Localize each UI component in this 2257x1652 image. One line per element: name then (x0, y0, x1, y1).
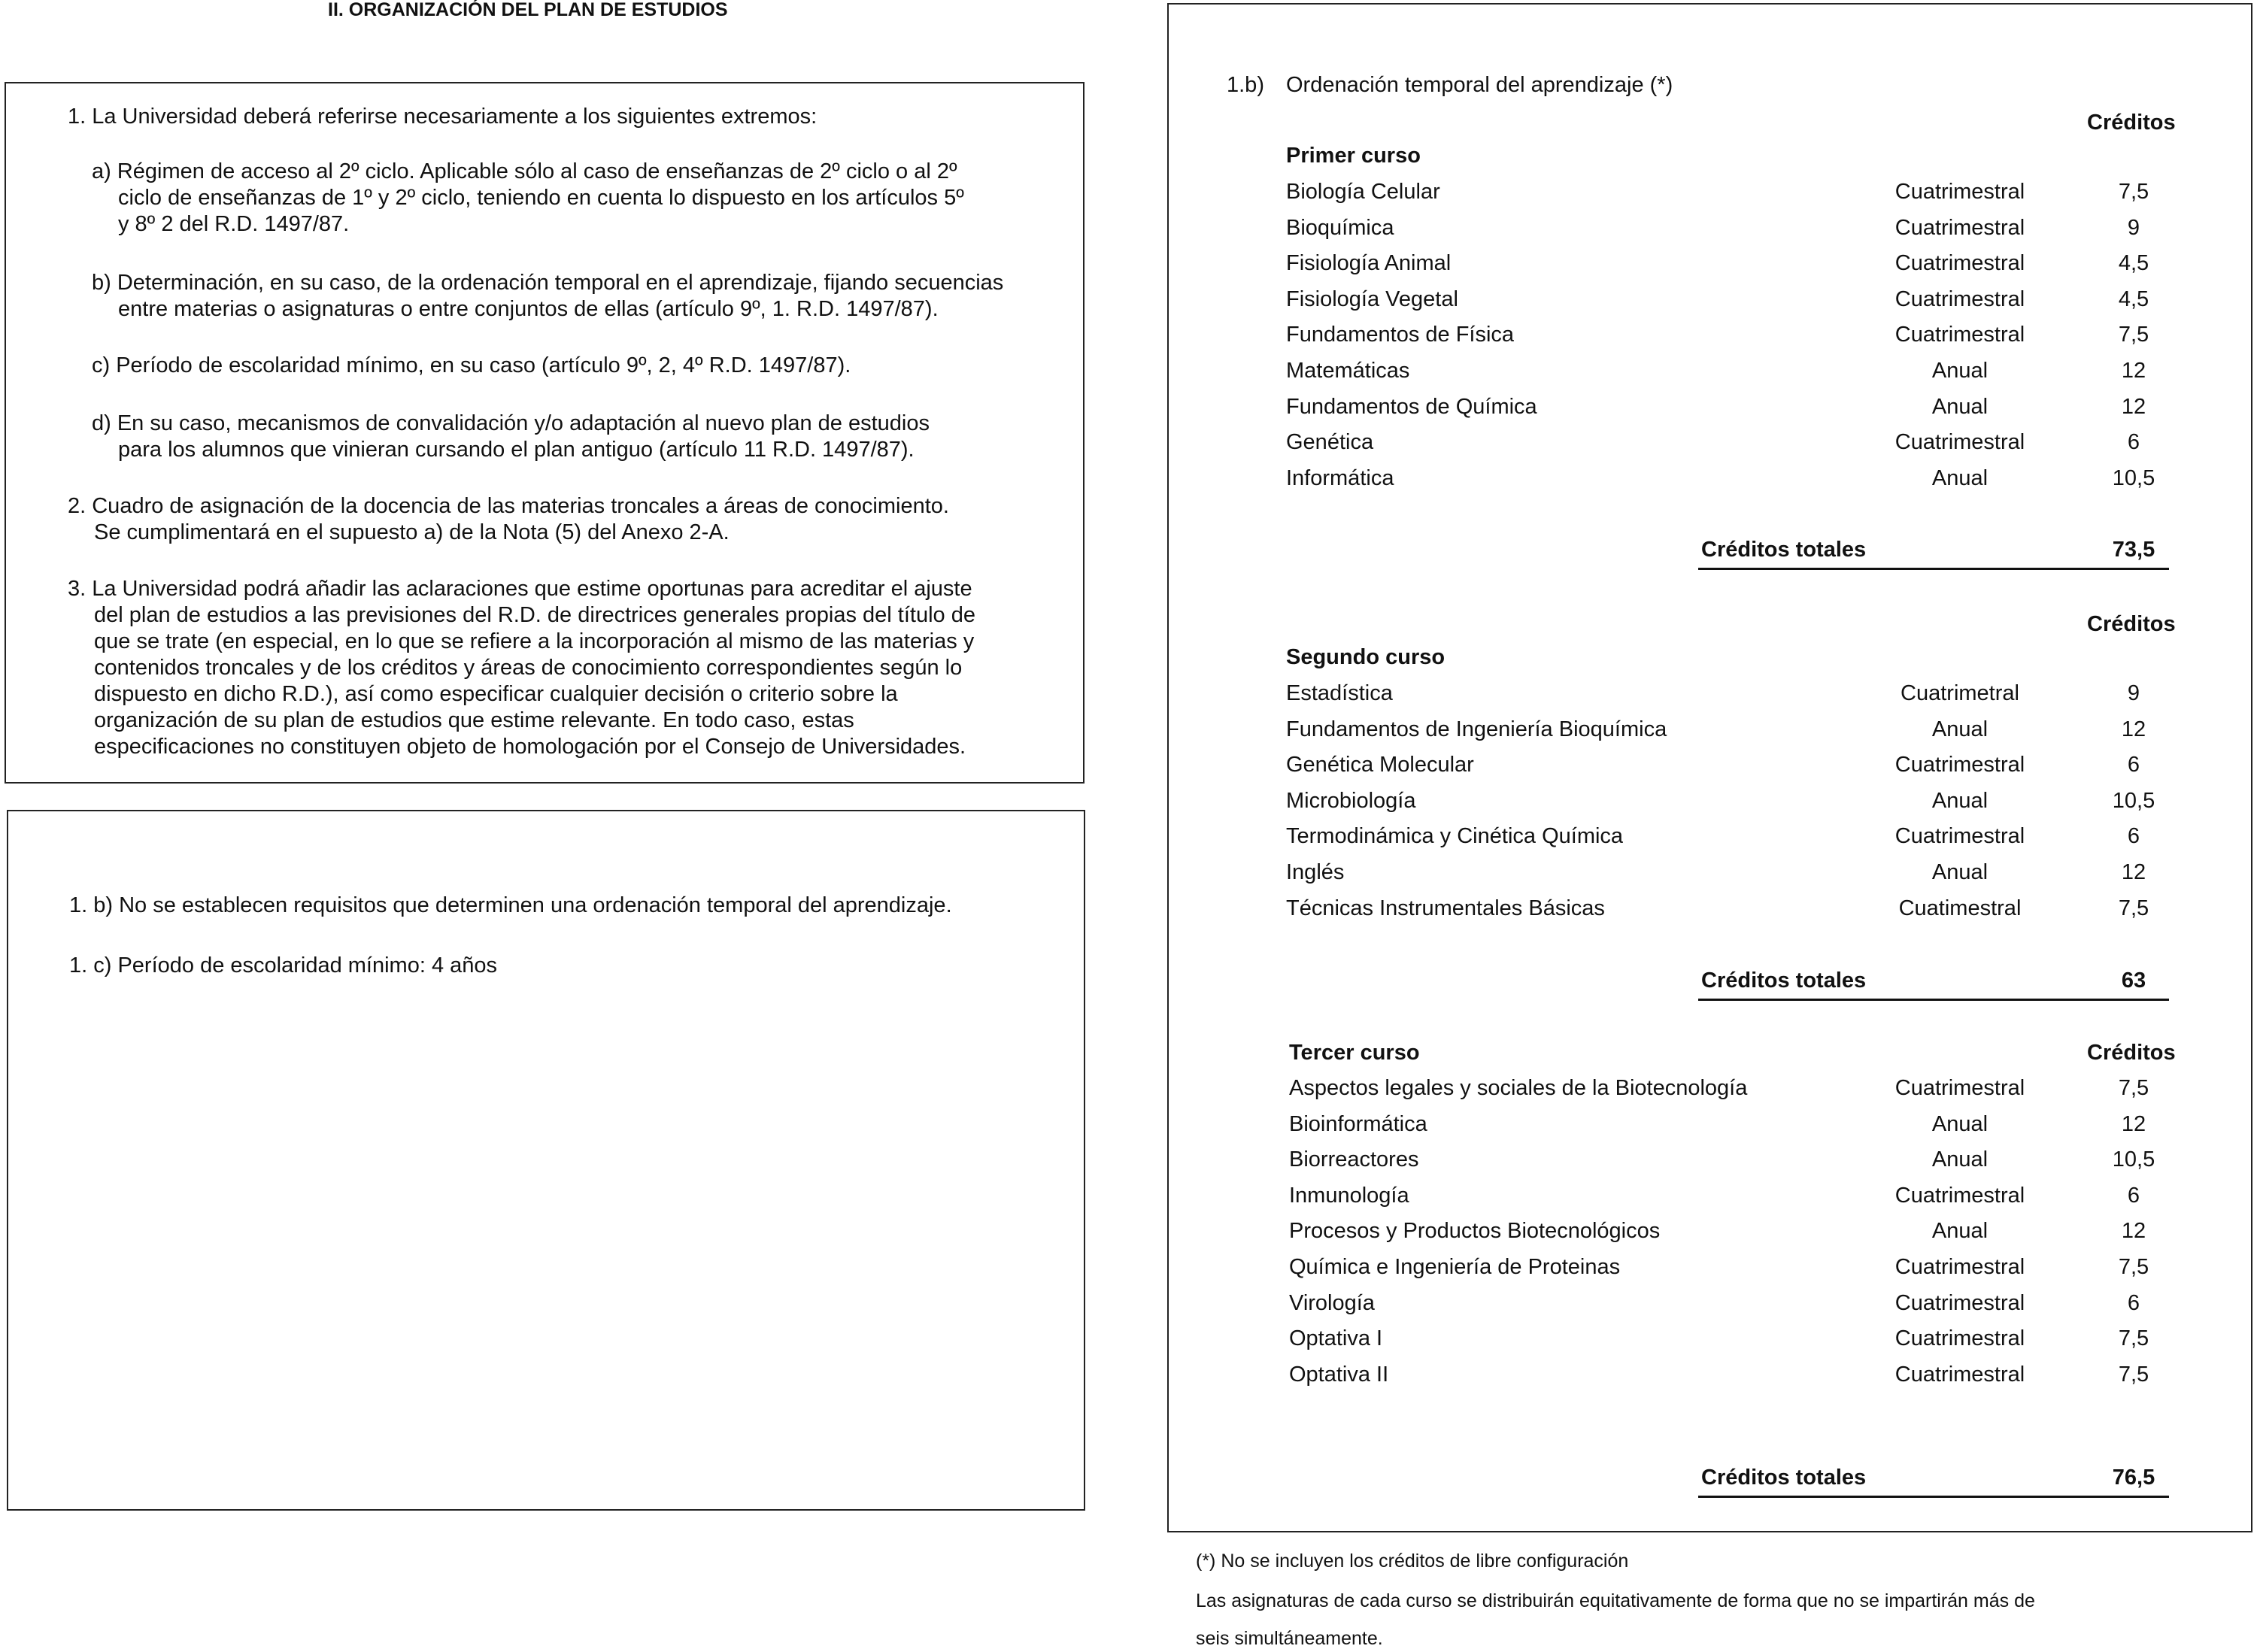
subject-term: Anual (1931, 789, 1989, 813)
subject-name: Bioquímica (1286, 216, 1394, 240)
subject-term: Anual (1931, 717, 1989, 741)
subject-name: Inglés (1286, 860, 1345, 884)
instruction-item-1: 1. La Universidad deberá referirse necesariamente a los siguientes extremos: (68, 105, 818, 129)
subject-name: Fisiología Animal (1286, 251, 1452, 275)
subject-name: Fundamentos de Ingeniería Bioquímica (1286, 717, 1667, 741)
instruction-c-line1: c) Período de escolaridad mínimo, en su caso (artículo 9º, 2, 4º R.D. 1497/87). (92, 353, 851, 377)
subject-name: Optativa II (1289, 1363, 1389, 1387)
subject-credits: 10,5 (2112, 789, 2155, 813)
subject-term: Anual (1931, 1147, 1989, 1172)
subject-term: Anual (1931, 1219, 1989, 1243)
instruction-a-line2: ciclo de enseñanzas de 1º y 2º ciclo, teniendo en cuenta lo dispuesto en los artículos 5º (118, 186, 964, 210)
subject-name: Informática (1286, 466, 1394, 490)
subject-name: Matemáticas (1286, 359, 1410, 383)
subject-term: Cuatrimestral (1894, 1076, 2025, 1100)
subject-credits: 4,5 (2118, 251, 2149, 275)
instruction-item-3-line3: que se trate (en especial, en lo que se refiere a la incorporación al mismo de las materias y (94, 629, 975, 653)
subject-name: Procesos y Productos Biotecnológicos (1289, 1219, 1661, 1243)
total-credits-value: 63 (2121, 968, 2146, 993)
subject-credits: 12 (2121, 860, 2146, 884)
instruction-b-line1: b) Determinación, en su caso, de la ordenación temporal en el aprendizaje, fijando secuencias (92, 271, 1004, 295)
subject-name: Química e Ingeniería de Proteinas (1289, 1255, 1621, 1279)
instruction-item-3-line1: 3. La Universidad podrá añadir las aclaraciones que estime oportunas para acreditar el ajuste (68, 577, 972, 601)
subject-credits: 6 (2127, 824, 2140, 848)
subject-credits: 6 (2127, 753, 2140, 777)
subject-credits: 7,5 (2118, 1076, 2149, 1100)
answer-1c: 1. c) Período de escolaridad mínimo: 4 años (69, 953, 498, 978)
subject-credits: 7,5 (2118, 180, 2149, 204)
subject-name: Biorreactores (1289, 1147, 1419, 1172)
instruction-a-line3: y 8º 2 del R.D. 1497/87. (118, 212, 350, 236)
subject-term: Cuatrimestral (1894, 430, 2025, 454)
course-title: Primer curso (1286, 144, 1421, 168)
subject-credits: 12 (2121, 1112, 2146, 1136)
subject-term: Anual (1931, 860, 1989, 884)
subject-term: Cuatrimestral (1894, 216, 2025, 240)
subject-name: Virología (1289, 1291, 1375, 1315)
instruction-item-3-line6: organización de su plan de estudios que estime relevante. En todo caso, estas (94, 708, 854, 732)
instruction-item-2-line1: 2. Cuadro de asignación de la docencia de las materias troncales a áreas de conocimiento. (68, 494, 949, 518)
subject-name: Técnicas Instrumentales Básicas (1286, 896, 1605, 920)
subject-term: Cuatrimestral (1894, 180, 2025, 204)
total-credits-value: 76,5 (2112, 1466, 2155, 1490)
subject-name: Genética (1286, 430, 1374, 454)
subject-name: Fisiología Vegetal (1286, 287, 1458, 311)
subject-name: Fundamentos de Química (1286, 395, 1537, 419)
instruction-a-line1: a) Régimen de acceso al 2º ciclo. Aplicable sólo al caso de enseñanzas de 2º ciclo o al 2º (92, 159, 957, 183)
total-underline (1698, 999, 2169, 1001)
schedule-heading-number: 1.b) (1227, 73, 1264, 97)
subject-credits: 9 (2127, 216, 2140, 240)
subject-credits: 7,5 (2118, 1363, 2149, 1387)
subject-credits: 7,5 (2118, 896, 2149, 920)
subject-name: Aspectos legales y sociales de la Biotecnología (1289, 1076, 1748, 1100)
instruction-item-3-line2: del plan de estudios a las previsiones del R.D. de directrices generales propias del título de (94, 603, 975, 627)
subject-name: Bioinformática (1289, 1112, 1427, 1136)
subject-credits: 4,5 (2118, 287, 2149, 311)
subject-credits: 6 (2127, 1184, 2140, 1208)
subject-name: Genética Molecular (1286, 753, 1474, 777)
instruction-item-3-line4: contenidos troncales y de los créditos y áreas de conocimiento correspondientes según lo (94, 656, 963, 680)
subject-credits: 12 (2121, 395, 2146, 419)
subject-term: Cuatrimestral (1894, 251, 2025, 275)
subject-term: Anual (1931, 395, 1989, 419)
subject-name: Estadística (1286, 681, 1393, 705)
subject-term: Anual (1931, 359, 1989, 383)
instruction-b-line2: entre materias o asignaturas o entre conjuntos de ellas (artículo 9º, 1. R.D. 1497/87). (118, 297, 939, 321)
total-credits-value: 73,5 (2112, 538, 2155, 562)
subject-name: Biología Celular (1286, 180, 1440, 204)
subject-term: Cuatrimestral (1894, 1363, 2025, 1387)
subject-term: Cuatrimestral (1894, 824, 2025, 848)
subject-credits: 7,5 (2118, 1255, 2149, 1279)
subject-term: Cuatrimestral (1894, 323, 2025, 347)
page-title: II. ORGANIZACIÓN DEL PLAN DE ESTUDIOS (328, 0, 728, 20)
footnote-line1: (*) No se incluyen los créditos de libre configuración (1196, 1550, 1629, 1572)
subject-name: Termodinámica y Cinética Química (1286, 824, 1624, 848)
subject-credits: 9 (2127, 681, 2140, 705)
subject-term: Cuatrimestral (1894, 1326, 2025, 1350)
subject-name: Optativa I (1289, 1326, 1383, 1350)
subject-credits: 12 (2121, 1219, 2146, 1243)
total-credits-label: Créditos totales (1701, 968, 1867, 993)
total-underline (1698, 568, 2169, 570)
subject-term: Anual (1931, 466, 1989, 490)
subject-credits: 7,5 (2118, 323, 2149, 347)
subject-term: Cuatrimestral (1894, 287, 2025, 311)
total-credits-label: Créditos totales (1701, 1466, 1867, 1490)
subject-term: Cuatrimestral (1894, 1291, 2025, 1315)
subject-term: Cuatimestral (1898, 896, 2022, 920)
schedule-heading: Ordenación temporal del aprendizaje (*) (1286, 73, 1673, 97)
answer-1b: 1. b) No se establecen requisitos que determinen una ordenación temporal del aprendizaje. (69, 893, 952, 917)
footnote-line2: Las asignaturas de cada curso se distribuirán equitativamente de forma que no se impartirán más de (1196, 1590, 2035, 1611)
subject-credits: 7,5 (2118, 1326, 2149, 1350)
subject-credits: 12 (2121, 717, 2146, 741)
subject-term: Anual (1931, 1112, 1989, 1136)
instruction-d-line2: para los alumnos que vinieran cursando el plan antiguo (artículo 11 R.D. 1497/87). (118, 438, 915, 462)
subject-term: Cuatrimestral (1894, 753, 2025, 777)
instruction-d-line1: d) En su caso, mecanismos de convalidación y/o adaptación al nuevo plan de estudios (92, 411, 930, 435)
credits-column-header: Créditos (2087, 111, 2176, 135)
credits-column-header: Créditos (2087, 612, 2176, 636)
instruction-item-2-line2: Se cumplimentará en el supuesto a) de la Nota (5) del Anexo 2-A. (94, 520, 730, 544)
subject-credits: 10,5 (2112, 466, 2155, 490)
subject-term: Cuatrimetral (1901, 681, 2019, 705)
total-credits-label: Créditos totales (1701, 538, 1867, 562)
subject-credits: 10,5 (2112, 1147, 2155, 1172)
footnote-line3: seis simultáneamente. (1196, 1628, 1383, 1649)
credits-column-header: Créditos (2087, 1041, 2176, 1065)
subject-term: Cuatrimestral (1894, 1184, 2025, 1208)
subject-name: Inmunología (1289, 1184, 1409, 1208)
subject-credits: 6 (2127, 430, 2140, 454)
course-title: Segundo curso (1286, 645, 1446, 669)
subject-term: Cuatrimestral (1894, 1255, 2025, 1279)
subject-credits: 12 (2121, 359, 2146, 383)
subject-name: Microbiología (1286, 789, 1416, 813)
subject-name: Fundamentos de Física (1286, 323, 1515, 347)
instruction-item-3-line7: especificaciones no constituyen objeto de homologación por el Consejo de Universidades. (94, 735, 966, 759)
total-underline (1698, 1496, 2169, 1498)
subject-credits: 6 (2127, 1291, 2140, 1315)
course-title: Tercer curso (1289, 1041, 1420, 1065)
instruction-item-3-line5: dispuesto en dicho R.D.), así como especificar cualquier decisión o criterio sobre la (94, 682, 898, 706)
